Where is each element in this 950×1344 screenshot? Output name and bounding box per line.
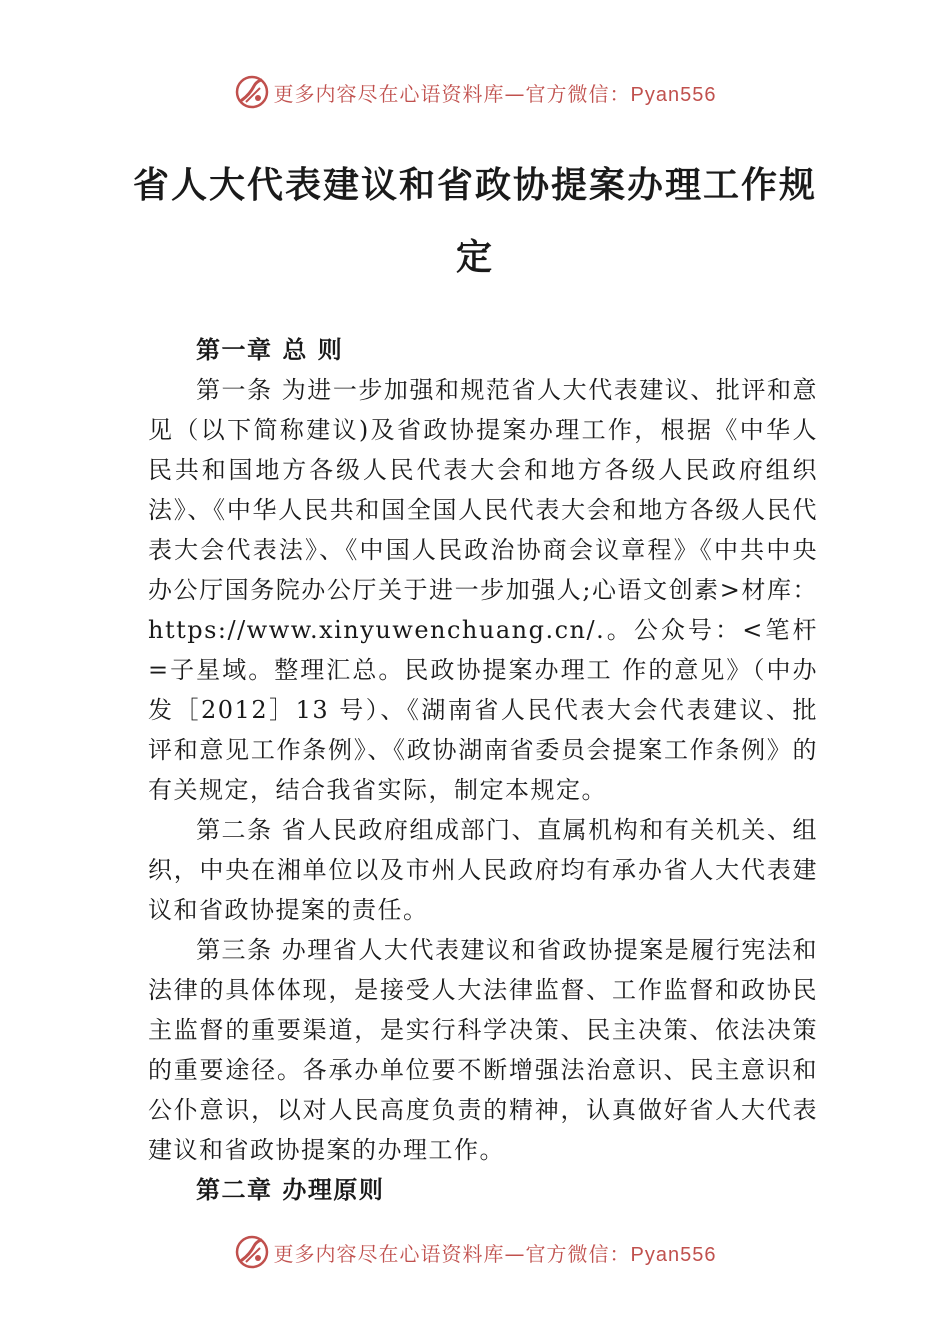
document-body [148, 330, 818, 1210]
wechat-id: Pyan556 [630, 1243, 717, 1266]
title-line-2: 定 [455, 237, 494, 278]
banner-text: 更多内容尽在心语资料库—官方微信： [273, 81, 631, 106]
wechat-id: Pyan556 [630, 83, 717, 106]
article-1: 第一条 为进一步加强和规范省人大代表建议、批评和意见（以下简称建议)及省政协提案办理工作，根据《中华人民共和国地方各级人民代表大会和地方各级人民政府组织 法》、《中华人民共和国全国人民代表大会和地方各级人民代表大会代表法》、《中国人民政治协商会议章程》《中共中央办公厅国务院办公厅关于进一步加强人;心语文创素>材库：https://www.xinyuwenchuang.cn/.。公众号：<笔杆=子星域。整理汇总。民政协提案办理工 作的意见》（中办发［2012］13 号）、《湖南省人民代表大会代表建议、批评和意见工作条例》、《政协湖南省委员会提案工作条例》的有关规定，结合我省实际，制定本规定。 [148, 376, 818, 804]
brush-logo-icon [234, 1234, 270, 1270]
article-3: 第三条 办理省人大代表建议和省政协提案是履行宪法和法律的具体体现，是接受人大法律监督、工作监督和政协民主监督的重要渠道，是实行科学决策、民主决策、依法决策的重要途径。各承办单位要不断增强法治意识、民主意识和公仆意识，以对人民高度负责的精神，认真做好省人大代表建议和省政协提案的办理工作。 [148, 936, 818, 1164]
brush-logo-icon [234, 74, 270, 110]
header-banner [0, 72, 950, 112]
document-title [130, 150, 820, 294]
chapter-1-heading: 第一章 总 则 [196, 336, 344, 364]
title-line-1: 省人大代表建议和省政协提案办理工作规 [132, 165, 817, 206]
footer-banner [0, 1232, 950, 1272]
article-2: 第二条 省人民政府组成部门、直属机构和有关机关、组织，中央在湘单位以及市州人民政府均有承办省人大代表建议和省政协提案的责任。 [148, 816, 818, 924]
chapter-2-heading: 第二章 办理原则 [196, 1176, 385, 1204]
banner-text: 更多内容尽在心语资料库—官方微信： [273, 1241, 631, 1266]
